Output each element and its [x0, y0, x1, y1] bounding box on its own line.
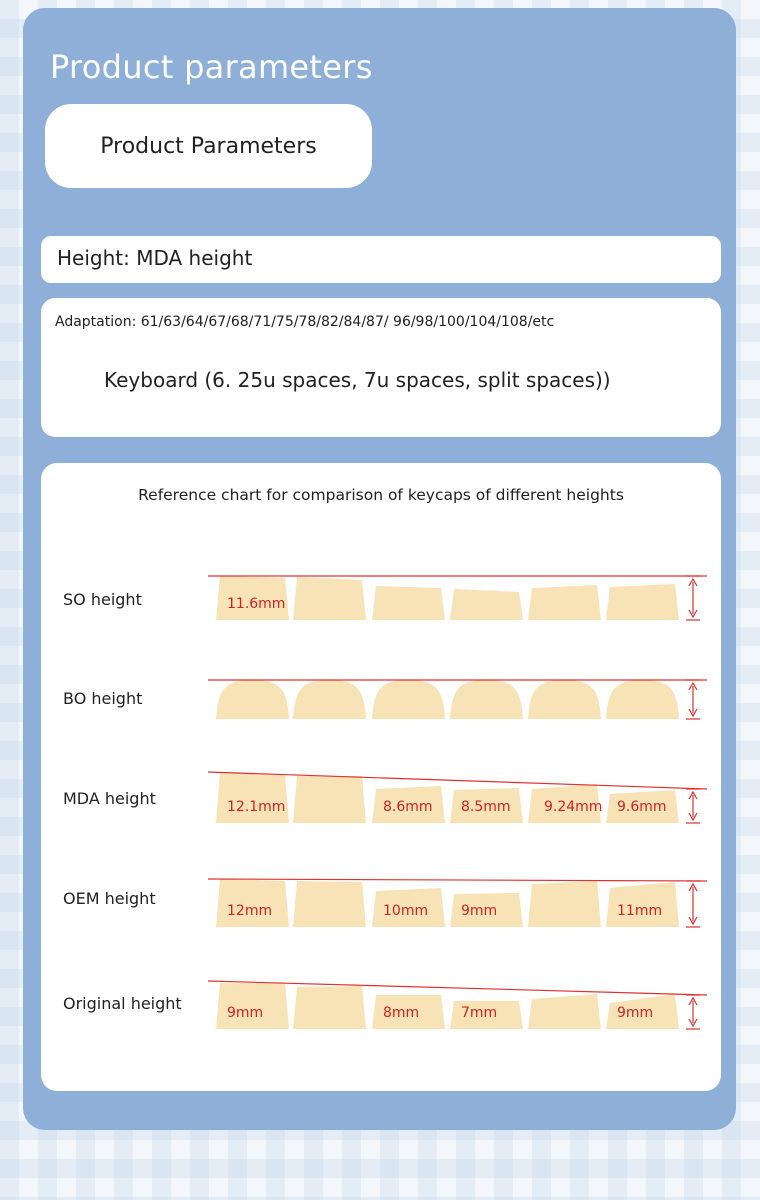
keycap [293, 881, 366, 927]
keycap-height-label: 9.24mm [544, 799, 603, 815]
adaptation-text: Adaptation: 61/63/64/67/68/71/75/78/82/84/87/ 96/98/100/104/108/etc [55, 314, 555, 330]
chart-title: Reference chart for comparison of keycaps of different heights [138, 486, 624, 504]
keycap-height-label: 9mm [617, 1005, 654, 1021]
keycap [372, 586, 445, 620]
height-arrow-icon [686, 680, 700, 719]
keycap-row-so [208, 576, 707, 620]
keycap-height-label: 8mm [383, 1005, 420, 1021]
section-pill [45, 104, 372, 188]
keycap [528, 881, 601, 927]
keycap-height-label: 9.6mm [617, 799, 667, 815]
keycap-comparison-graphic [41, 463, 721, 1091]
row-label-mda: MDA height [63, 789, 156, 808]
keycap-height-label: 8.5mm [461, 799, 511, 815]
row-label-so: SO height [63, 590, 142, 609]
keycap-height-label: 11.6mm [227, 596, 286, 612]
height-text: Height: MDA height [57, 246, 253, 270]
keycap-row-oem [208, 879, 707, 927]
row-label-original: Original height [63, 994, 182, 1013]
keycap [528, 585, 601, 620]
keycap [293, 986, 366, 1029]
height-arrow-icon [686, 995, 700, 1029]
keycap [372, 680, 445, 719]
keycap-height-label: 9mm [227, 1005, 264, 1021]
keycap-row-mda [208, 772, 707, 823]
height-arrow-icon [686, 576, 700, 620]
keycap-height-label: 11mm [617, 903, 663, 919]
keycap [528, 680, 601, 719]
height-reference-line [208, 879, 707, 881]
keycap [606, 680, 679, 719]
keycap [293, 776, 366, 823]
row-label-oem: OEM height [63, 889, 156, 908]
page-title: Product parameters [50, 48, 373, 86]
keycap-height-label: 12.1mm [227, 799, 286, 815]
keycap-row-bo [208, 680, 707, 719]
keycap-height-label: 10mm [383, 903, 429, 919]
keyboard-text: Keyboard (6. 25u spaces, 7u spaces, split spaces)) [104, 368, 611, 392]
keycap-height-label: 8.6mm [383, 799, 433, 815]
keycap [216, 680, 289, 719]
keycap-height-label: 12mm [227, 903, 273, 919]
keycap-height-label: 7mm [461, 1005, 498, 1021]
comparison-chart-card [41, 463, 721, 1091]
keycap [450, 680, 523, 719]
row-label-bo: BO height [63, 689, 143, 708]
height-arrow-icon [686, 789, 700, 823]
keycap [528, 994, 601, 1029]
height-card [41, 236, 721, 283]
keycap-row-original [208, 981, 707, 1029]
keycap-height-label: 9mm [461, 903, 498, 919]
height-arrow-icon [686, 881, 700, 927]
keycap [293, 680, 366, 719]
adaptation-card [41, 298, 721, 437]
keycap [606, 584, 679, 620]
keycap [450, 589, 523, 620]
keycap [216, 772, 289, 823]
section-pill-label: Product Parameters [100, 133, 317, 159]
keycap [293, 577, 366, 620]
